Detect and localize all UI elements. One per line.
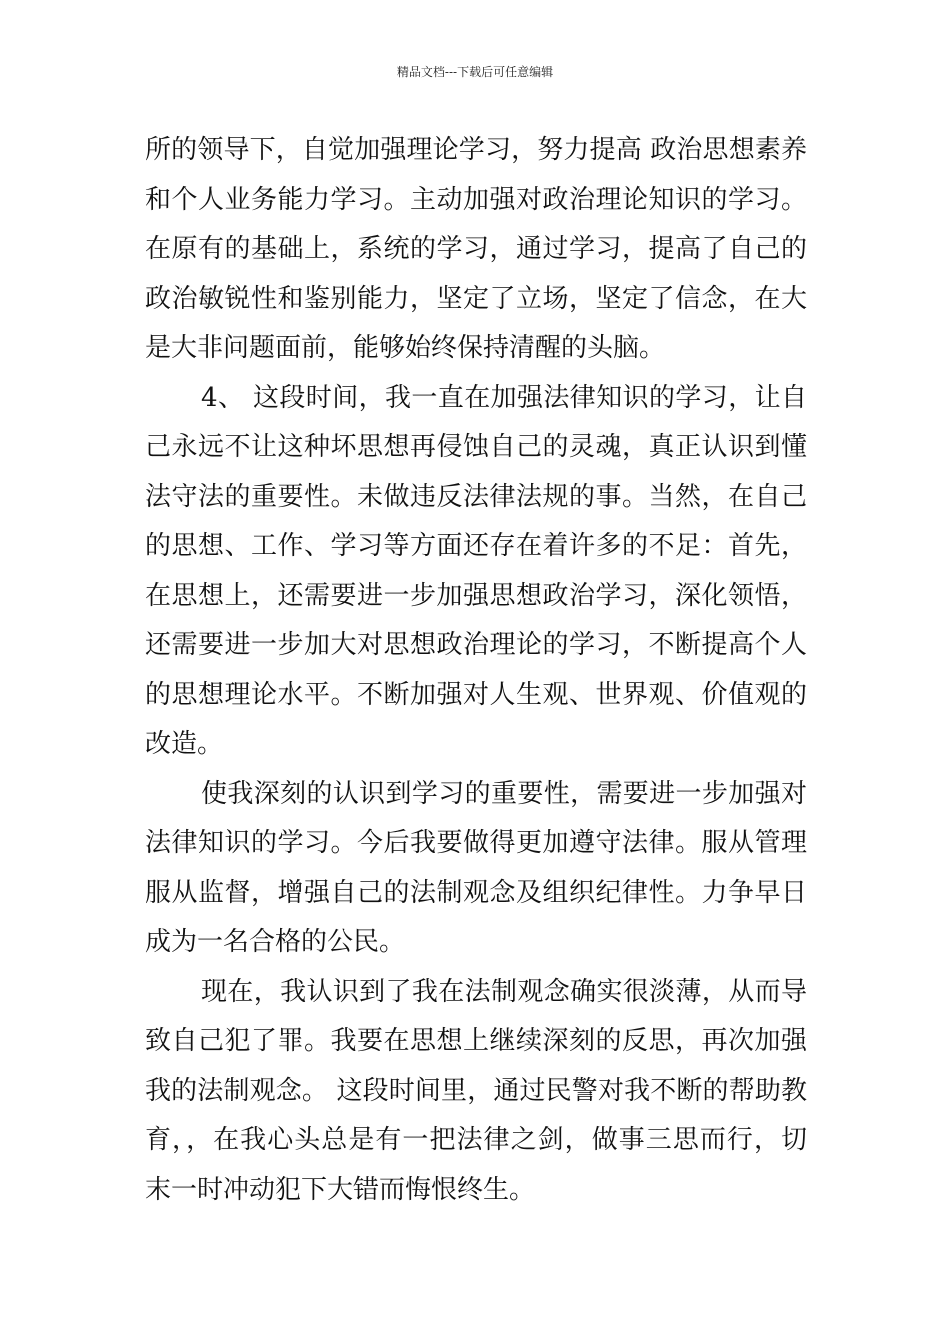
page-header: 精品文档---下载后可任意编辑 — [396, 65, 554, 79]
paragraph-3: 使我深刻的认识到学习的重要性，需要进一步加强对法律知识的学习。今后我要做得更加遵守法律。服从管理服从监督，增强自己的法制观念及组织纪律性。力争早日成为一名合格的公民。 — [145, 778, 807, 957]
paragraph-4: 现在，我认识到了我在法制观念确实很淡薄，从而导致自己犯了罪。我要在思想上继续深刻的反思，再次加强我的法制观念。 这段时间里，通过民警对我不断的帮助教育，，在我心头总是有一把法律之剑，做事三思而行，切末一时冲动犯下大错而悔恨终生。 — [145, 976, 807, 1205]
paragraph-1: 所的领导下，自觉加强理论学习，努力提高 政治思想素养和个人业务能力学习。主动加强对政治理论知识的学习。在原有的基础上，系统的学习，通过学习，提高了自己的政治敏锐性和鉴别能力，坚定了立场，坚定了信念，在大是大非问题面前，能够始终保持清醒的头脑。 — [145, 135, 807, 363]
paragraph-2: 4、 这段时间，我一直在加强法律知识的学习，让自己永远不让这种坏思想再侵蚀自己的灵魂，真正认识到懂法守法的重要性。未做违反法律法规的事。当然，在自己的思想、工作、学习等方面还存在着许多的不足：首先，在思想上，还需要进一步加强思想政治学习，深化领悟，还需要进一步加大对思想政治理论的学习，不断提高个人的思想理论水平。不断加强对人生观、世界观、价值观的改造。 — [145, 382, 807, 759]
document-body — [145, 126, 807, 1215]
